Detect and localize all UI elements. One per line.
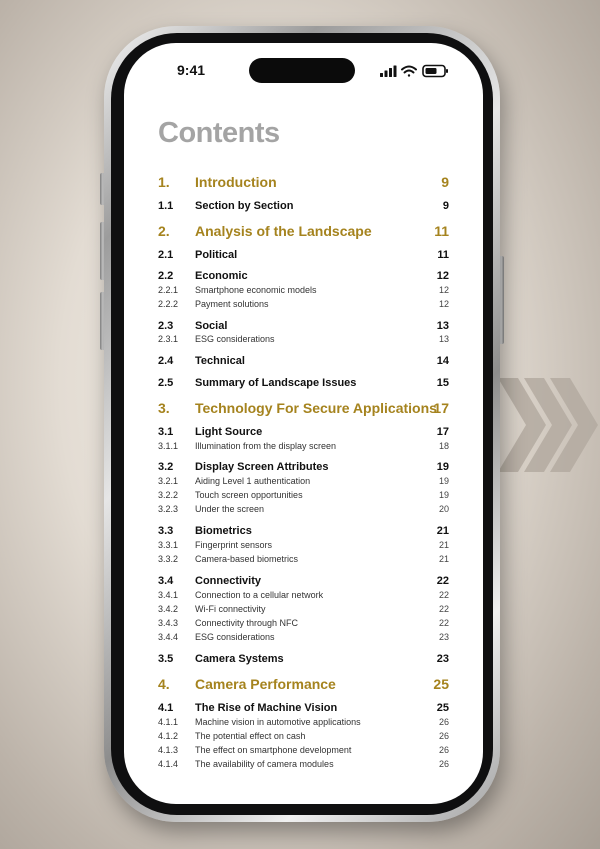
toc-number: 2.1 (158, 249, 174, 261)
toc-label: Fingerprint sensors (195, 540, 273, 550)
toc-label: Camera Performance (195, 676, 336, 692)
toc-number: 3.4 (158, 575, 174, 587)
toc-page-number: 22 (436, 575, 449, 587)
toc-label: Aiding Level 1 authentication (195, 476, 311, 486)
toc-page-number: 22 (438, 604, 449, 614)
toc-label: Biometrics (195, 525, 252, 537)
toc-number: 3.3 (158, 525, 174, 537)
toc-number: 3.2 (158, 461, 174, 473)
toc-number: 4.1.2 (158, 731, 179, 741)
toc-number: 3.4.3 (158, 618, 179, 628)
toc-label: Camera-based biometrics (195, 554, 299, 564)
toc-page-number: 26 (438, 759, 449, 769)
toc-page-number: 15 (436, 377, 449, 389)
toc-entry[interactable] (158, 629, 449, 645)
toc-page-number: 21 (438, 540, 449, 550)
toc-page-number: 11 (434, 223, 449, 239)
toc-page-number: 12 (438, 285, 449, 295)
toc-label: Economic (195, 270, 248, 282)
toc-page-number: 21 (438, 554, 449, 564)
toc-page-number: 20 (438, 504, 449, 514)
toc-entry[interactable] (158, 676, 449, 692)
toc-page-number: 19 (438, 476, 449, 486)
toc-page-number: 26 (438, 717, 449, 727)
toc-number: 3. (158, 400, 170, 416)
toc-label: Social (195, 320, 228, 332)
toc-label: ESG considerations (195, 334, 275, 344)
toc-label: Introduction (195, 174, 277, 190)
toc-number: 3.5 (158, 653, 174, 665)
toc-label: Connectivity through NFC (195, 618, 299, 628)
toc-label: Analysis of the Landscape (195, 223, 372, 239)
toc-number: 3.3.2 (158, 554, 179, 564)
toc-number: 1.1 (158, 200, 174, 212)
chevron-arrows-decoration (498, 378, 600, 472)
toc-page-number: 12 (438, 299, 449, 309)
toc-number: 4.1 (158, 702, 174, 714)
toc-label: Connectivity (195, 575, 262, 587)
toc-label: Technical (195, 355, 245, 367)
wifi-icon (402, 67, 416, 77)
toc-number: 3.1.1 (158, 441, 179, 451)
toc-number: 3.3.1 (158, 540, 179, 550)
toc-number: 1. (158, 174, 170, 190)
toc-page-number: 26 (438, 745, 449, 755)
toc-number: 2.2 (158, 270, 174, 282)
toc-entry[interactable] (158, 501, 449, 517)
toc-page-number: 23 (438, 632, 449, 642)
toc-entry[interactable] (158, 174, 449, 190)
toc-page-number: 25 (436, 702, 449, 714)
toc-label: Section by Section (195, 200, 294, 212)
cellular-signal-icon (380, 66, 397, 78)
toc-number: 4.1.3 (158, 745, 179, 755)
toc-page-number: 23 (436, 653, 449, 665)
toc-entry[interactable] (158, 756, 449, 772)
toc-page-number: 18 (438, 441, 449, 451)
toc-entry[interactable] (158, 375, 449, 391)
toc-number: 4. (158, 676, 170, 692)
toc-label: Touch screen opportunities (195, 490, 303, 500)
toc-number: 4.1.4 (158, 759, 179, 769)
toc-page-number: 14 (436, 355, 449, 367)
status-time: 9:41 (177, 62, 206, 78)
toc-page-number: 9 (441, 174, 449, 190)
toc-label: The Rise of Machine Vision (195, 702, 338, 714)
phone-screen (124, 43, 483, 804)
toc-page-number: 19 (436, 461, 449, 473)
toc-label: Machine vision in automotive applications (195, 717, 361, 727)
toc-entry[interactable] (158, 353, 449, 369)
toc-number: 2.4 (158, 355, 174, 367)
toc-page-number: 11 (437, 249, 449, 261)
contents-title: Contents (158, 117, 280, 149)
toc-page-number: 13 (438, 334, 449, 344)
toc-number: 4.1.1 (158, 717, 179, 727)
toc-number: 3.4.4 (158, 632, 179, 642)
toc-page-number: 25 (433, 676, 449, 692)
toc-number: 2.5 (158, 377, 174, 389)
toc-label: ESG considerations (195, 632, 275, 642)
toc-label: Political (195, 249, 238, 261)
toc-page-number: 22 (438, 590, 449, 600)
toc-number: 2.3 (158, 320, 174, 332)
toc-label: Wi-Fi connectivity (195, 604, 266, 614)
toc-page-number: 26 (438, 731, 449, 741)
toc-entry[interactable] (158, 400, 449, 416)
toc-entry[interactable] (158, 551, 449, 567)
toc-number: 2.2.2 (158, 299, 179, 309)
toc-label: Payment solutions (195, 299, 269, 309)
toc-label: Light Source (195, 426, 263, 438)
toc-number: 2.3.1 (158, 334, 179, 344)
toc-page-number: 17 (433, 400, 449, 416)
toc-page-number: 9 (442, 200, 449, 212)
battery-icon (423, 66, 448, 77)
toc-entry[interactable] (158, 247, 449, 263)
toc-label: Illumination from the display screen (195, 441, 337, 451)
toc-entry[interactable] (158, 223, 449, 239)
status-icons (380, 64, 450, 78)
toc-page-number: 13 (436, 320, 449, 332)
toc-number: 3.4.1 (158, 590, 179, 600)
toc-number: 2. (158, 223, 170, 239)
toc-entry[interactable] (158, 198, 449, 214)
toc-label: Under the screen (195, 504, 265, 514)
toc-label: Camera Systems (195, 653, 284, 665)
toc-page-number: 19 (438, 490, 449, 500)
toc-page-number: 22 (438, 618, 449, 628)
toc-page-number: 17 (436, 426, 449, 438)
toc-number: 2.2.1 (158, 285, 179, 295)
toc-label: The potential effect on cash (195, 731, 306, 741)
toc-number: 3.2.2 (158, 490, 179, 500)
toc-label: The availability of camera modules (195, 759, 334, 769)
toc-entry[interactable] (158, 651, 449, 667)
toc-label: Connection to a cellular network (195, 590, 324, 600)
toc-entry[interactable] (158, 438, 449, 454)
toc-number: 3.2.1 (158, 476, 179, 486)
toc-label: Summary of Landscape Issues (195, 377, 357, 389)
toc-entry[interactable] (158, 331, 449, 347)
dynamic-island (249, 58, 355, 83)
toc-label: Technology For Secure Applications (195, 400, 437, 416)
toc-label: Display Screen Attributes (195, 461, 329, 473)
toc-label: The effect on smartphone development (195, 745, 352, 755)
toc-entry[interactable] (158, 296, 449, 312)
toc-number: 3.2.3 (158, 504, 179, 514)
toc-page-number: 21 (436, 525, 449, 537)
toc-number: 3.1 (158, 426, 174, 438)
toc-number: 3.4.2 (158, 604, 179, 614)
toc-label: Smartphone economic models (195, 285, 317, 295)
toc-page-number: 12 (436, 270, 449, 282)
